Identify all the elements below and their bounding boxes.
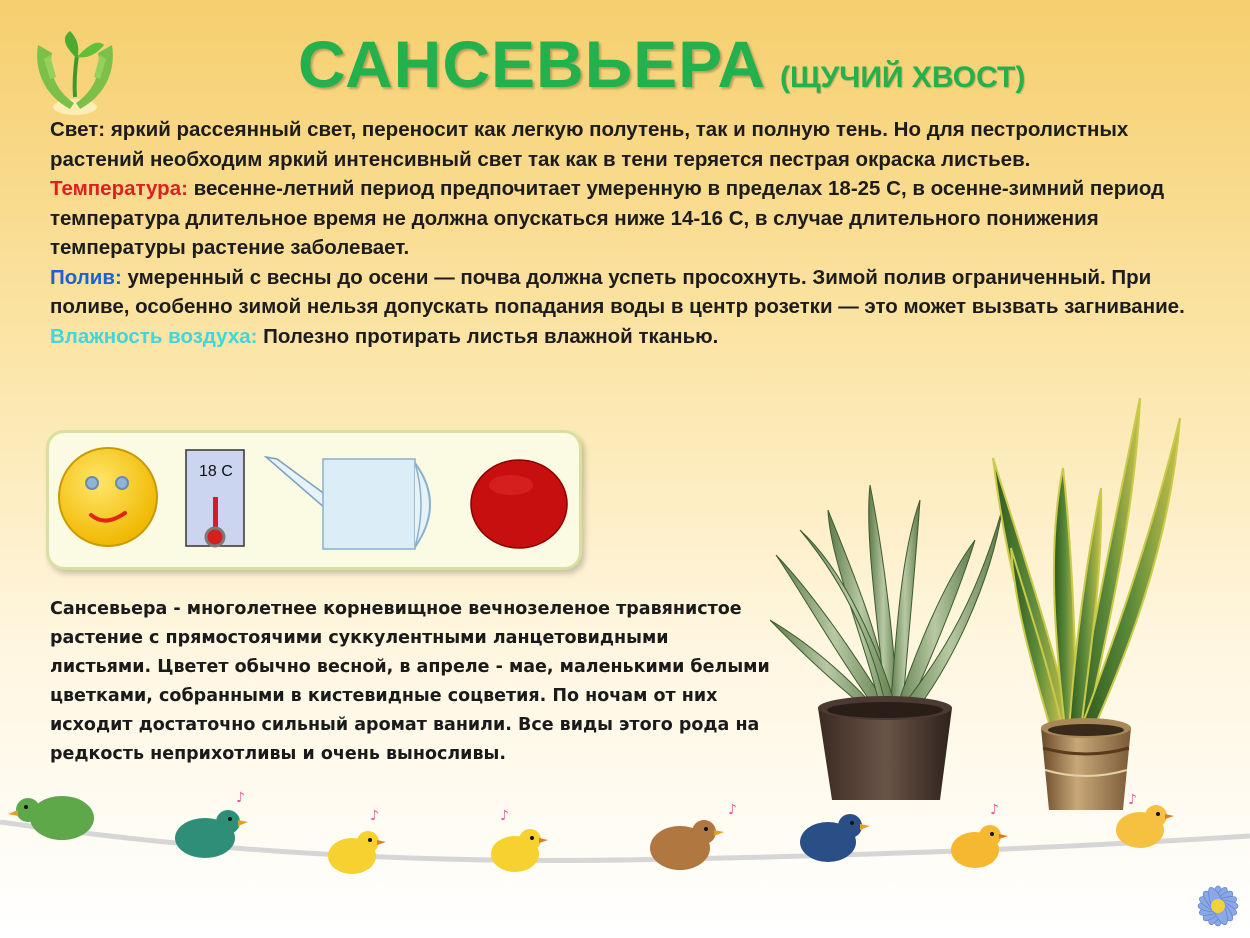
aster-flower-decoration <box>1180 870 1250 938</box>
svg-text:♪: ♪ <box>990 802 999 818</box>
temperature-paragraph <box>50 174 1210 263</box>
red-circle-icon <box>471 460 567 548</box>
title-subtitle: (ЩУЧИЙ ХВОСТ) <box>780 61 1026 94</box>
humidity-label: Влажность воздуха: <box>50 324 258 348</box>
svg-text:♪: ♪ <box>728 802 737 818</box>
light-label: Свет: <box>50 118 106 141</box>
svg-text:♪: ♪ <box>370 808 379 824</box>
bird-yellow-icon <box>328 831 386 874</box>
title-main: САНСЕВЬЕРА <box>298 27 767 101</box>
light-paragraph <box>50 115 1210 174</box>
bird-teal-icon <box>175 810 248 858</box>
care-instructions <box>50 115 1210 351</box>
humidity-text: Полезно протирать листья влажной тканью. <box>263 324 719 348</box>
plant-description: Сансевьера - многолетнее корневищное вечнозеленое травянистое растение с прямостоячими суккулентными ланцетовидными листьями. Цветет обычно весной, в апреле - мае, маленькими белыми цветками, собранными в кистевидные соцветия. По ночам от них исходит достаточно сильный аромат ванили. Все виды этого рода на редкость неприхотливы и очень выносливы. <box>50 599 770 764</box>
bird-orange-icon <box>951 825 1008 868</box>
bird-green-icon <box>8 796 94 840</box>
hands-sprout-logo <box>30 25 120 120</box>
music-notes-icon <box>236 790 1137 824</box>
sansevieria-plant-ceramic-pot-image <box>985 398 1190 813</box>
care-icons-panel <box>46 430 582 570</box>
smiley-sun-icon <box>59 448 157 546</box>
svg-text:♪: ♪ <box>1128 792 1137 808</box>
sansevieria-plant-dark-pot-image <box>770 470 1010 810</box>
svg-text:♪: ♪ <box>500 808 509 824</box>
watering-paragraph <box>50 263 1210 322</box>
svg-text:♪: ♪ <box>236 790 245 806</box>
birds-on-wire-decoration <box>0 770 1250 938</box>
watering-can-icon <box>266 457 430 549</box>
light-text: яркий рассеянный свет, переносит как легкую полутень, так и полную тень. Но для пестролистных растений необходим яркий интенсивный свет так как в тени теряется пестрая окраска листьев. <box>50 118 1129 171</box>
bird-yellow-icon <box>491 829 548 872</box>
humidity-paragraph <box>50 322 1210 352</box>
temperature-label: Температура: <box>50 177 188 200</box>
watering-label: Полив: <box>50 265 122 289</box>
thermometer-label: 18 С <box>199 463 233 480</box>
page-title <box>298 26 1025 102</box>
temperature-text: весенне-летний период предпочитает умеренную в пределах 18-25 С, в осенне-зимний период температура длительное время не должна опускаться ниже 14-16 С, в случае длительного понижения температуры растение заболевает. <box>50 177 1165 259</box>
bird-brown-icon <box>650 820 724 870</box>
watering-text: умеренный с весны до осени — почва должна успеть просохнуть. Зимой полив ограниченный. При поливе, особенно зимой нельзя допускать попадания воды в центр розетки — это может вызвать загнивание. <box>50 265 1185 318</box>
